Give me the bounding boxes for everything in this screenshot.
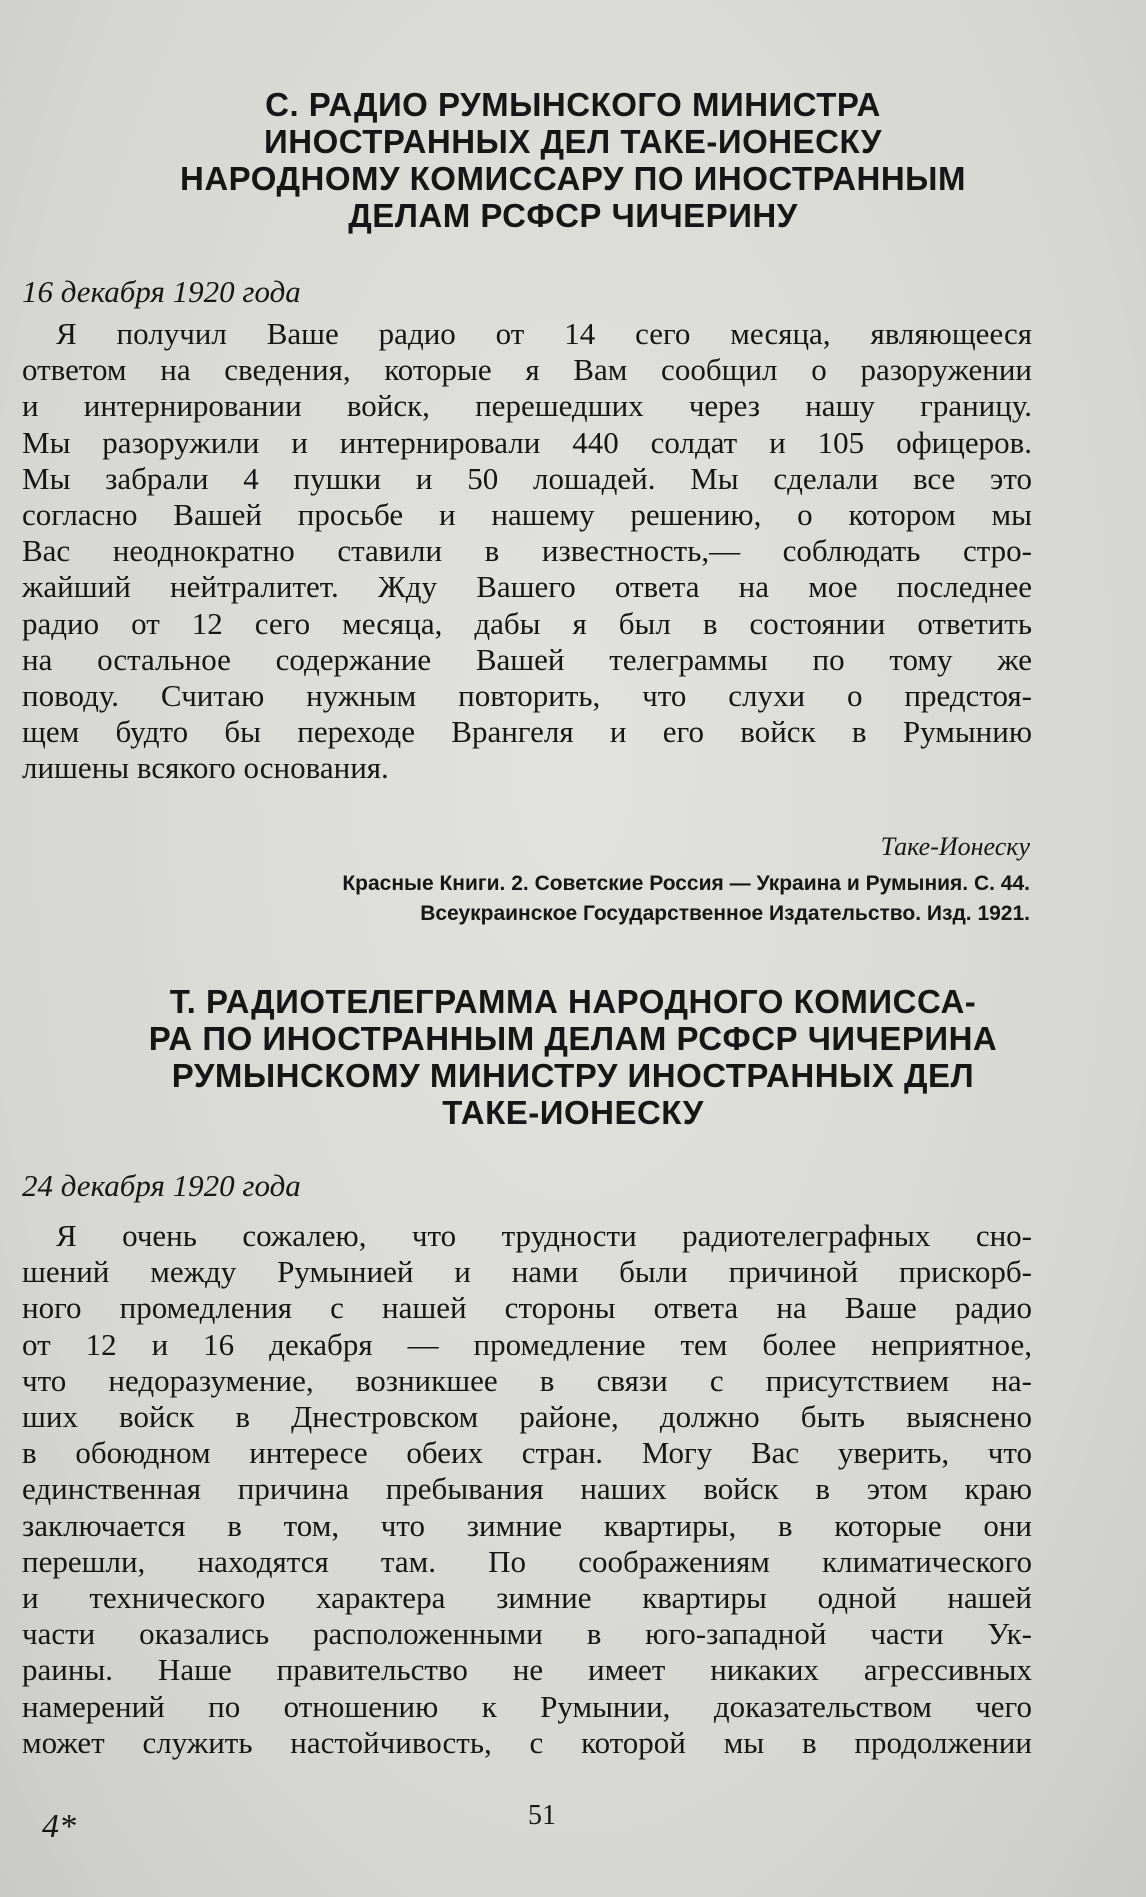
heading-line: Т. РАДИОТЕЛЕГРАММА НАРОДНОГО КОМИССА- xyxy=(169,983,977,1020)
text-line: может служить настойчивость, с которой мы в продолжении xyxy=(22,1724,1032,1760)
text-line: жайший нейтралитет. Жду Вашего ответа на мое последнее xyxy=(22,569,1032,605)
heading-line: ТАКЕ-ИОНЕСКУ xyxy=(442,1094,704,1131)
section-t-date: 24 декабря 1920 года xyxy=(22,1168,301,1203)
text-line: намерений по отношению к Румынии, доказательством чего xyxy=(22,1688,1032,1724)
source-line: Красные Книги. 2. Советские Россия — Украина и Румыния. С. 44. xyxy=(342,872,1030,895)
heading-line: РУМЫНСКОМУ МИНИСТРУ ИНОСТРАННЫХ ДЕЛ xyxy=(171,1057,975,1094)
text-line: Вас неоднократно ставили в известность,— соблюдать стро- xyxy=(22,533,1032,569)
text-line: ших войск в Днестровском районе, должно быть выяснено xyxy=(22,1399,1032,1435)
text-line: ответом на сведения, которые я Вам сообщил о разоружении xyxy=(22,352,1032,388)
heading-line: НАРОДНОМУ КОМИССАРУ ПО ИНОСТРАННЫМ xyxy=(180,160,966,197)
section-t-heading xyxy=(40,983,1106,1131)
text-line: согласно Вашей просьбе и нашему решению, о котором мы xyxy=(22,497,1032,533)
source-line: Всеукраинское Государственное Издательство. Изд. 1921. xyxy=(420,902,1030,925)
heading-line: ДЕЛАМ РСФСР ЧИЧЕРИНУ xyxy=(348,197,798,234)
page-number: 51 xyxy=(528,1800,556,1831)
text-line: щем будто бы переходе Врангеля и его войск в Румынию xyxy=(22,714,1032,750)
text-line: и интернировании войск, перешедших через нашу границу. xyxy=(22,388,1032,424)
text-line: лишены всякого основания. xyxy=(22,750,389,786)
text-line: от 12 и 16 декабря — промедление тем более неприятное, xyxy=(22,1326,1032,1362)
text-line: и технического характера зимние квартиры одной нашей xyxy=(22,1580,1032,1616)
heading-line: С. РАДИО РУМЫНСКОГО МИНИСТРА xyxy=(265,86,881,123)
source-citation xyxy=(342,869,1030,929)
text-line: части оказались расположенными в юго-западной части Ук- xyxy=(22,1616,1032,1652)
text-line: Мы забрали 4 пушки и 50 лошадей. Мы сделали все это xyxy=(22,460,1032,496)
text-line: перешли, находятся там. По соображениям климатического xyxy=(22,1543,1032,1579)
section-c-heading xyxy=(40,86,1106,234)
text-line: заключается в том, что зимние квартиры, в которые они xyxy=(22,1507,1032,1543)
text-line: Мы разоружили и интернировали 440 солдат и 105 офицеров. xyxy=(22,424,1032,460)
section-t-body xyxy=(22,1218,1032,1761)
text-line: раины. Наше правительство не имеет никаких агрессивных xyxy=(22,1652,1032,1688)
section-c-date: 16 декабря 1920 года xyxy=(22,274,301,309)
text-line: радио от 12 сего месяца, дабы я был в состоянии ответить xyxy=(22,605,1032,641)
section-c-body xyxy=(22,316,1032,787)
text-line: поводу. Считаю нужным повторить, что слухи о предстоя- xyxy=(22,678,1032,714)
text-line: Я очень сожалею, что трудности радиотелеграфных сно- xyxy=(56,1218,1032,1253)
text-line: что недоразумение, возникшее в связи с присутствием на- xyxy=(22,1362,1032,1398)
text-line: в обоюдном интересе обеих стран. Могу Вас уверить, что xyxy=(22,1435,1032,1471)
text-line: единственная причина пребывания наших войск в этом краю xyxy=(22,1471,1032,1507)
heading-line: РА ПО ИНОСТРАННЫМ ДЕЛАМ РСФСР ЧИЧЕРИНА xyxy=(148,1020,998,1057)
signature: Таке-Ионеску xyxy=(880,832,1030,861)
handwritten-mark: 4* xyxy=(42,1808,76,1845)
text-line: на остальное содержание Вашей телеграммы по тому же xyxy=(22,641,1032,677)
text-line: шений между Румынией и нами были причиной прискорб- xyxy=(22,1254,1032,1290)
text-line: Я получил Ваше радио от 14 сего месяца, являющееся xyxy=(56,316,1032,351)
heading-line: ИНОСТРАННЫХ ДЕЛ ТАКЕ-ИОНЕСКУ xyxy=(264,123,882,160)
text-line: ного промедления с нашей стороны ответа на Ваше радио xyxy=(22,1290,1032,1326)
